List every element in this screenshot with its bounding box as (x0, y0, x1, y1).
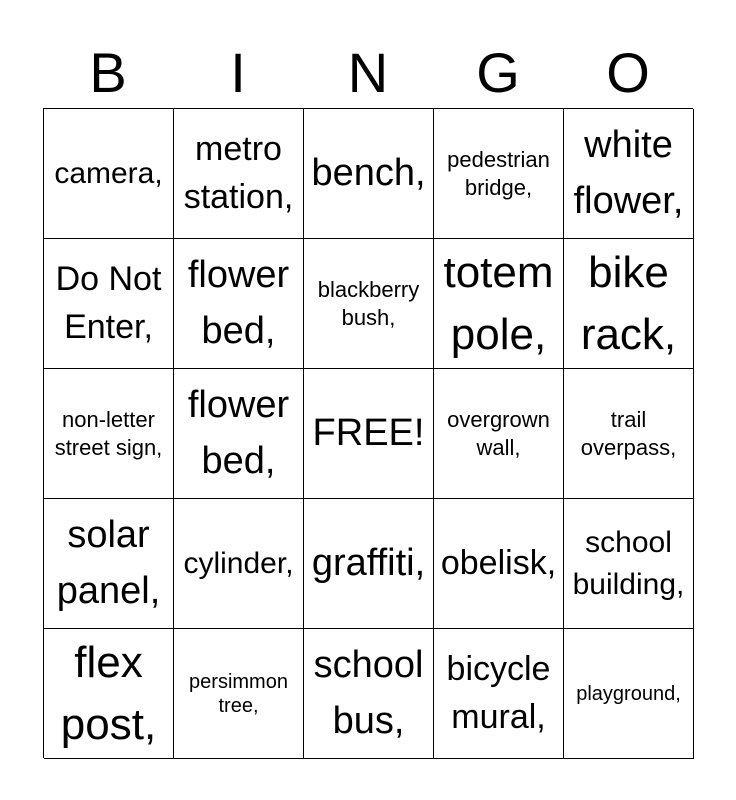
bingo-grid (43, 108, 693, 758)
bingo-cell[interactable] (304, 109, 434, 239)
bingo-cell-label: school building, (572, 525, 685, 601)
bingo-cell[interactable] (434, 239, 564, 369)
bingo-cell[interactable] (174, 109, 304, 239)
bingo-cell-label: obelisk, (440, 543, 557, 582)
bingo-cell-label: flex post, (60, 637, 157, 749)
bingo-cell-label: FREE! (312, 411, 425, 454)
bingo-cell-label: white flower, (573, 124, 684, 222)
bingo-cell[interactable] (44, 239, 174, 369)
bingo-cell[interactable] (44, 369, 174, 499)
bingo-cell-label: flower bed, (187, 384, 290, 482)
bingo-cell[interactable] (434, 369, 564, 499)
bingo-cell-label: school bus, (313, 644, 424, 742)
bingo-header (43, 38, 693, 108)
bingo-cell[interactable] (44, 629, 174, 759)
bingo-cell[interactable] (304, 499, 434, 629)
bingo-cell[interactable] (564, 629, 694, 759)
bingo-cell-label: camera, (54, 156, 163, 190)
bingo-cell-label: overgrown wall, (447, 407, 550, 460)
header-letter-b: B (89, 41, 127, 104)
bingo-cell[interactable] (174, 239, 304, 369)
bingo-cell[interactable] (174, 369, 304, 499)
bingo-cell-label: graffiti, (311, 541, 426, 584)
bingo-cell[interactable] (44, 499, 174, 629)
bingo-cell-label: cylinder, (183, 546, 294, 580)
bingo-cell[interactable] (564, 369, 694, 499)
bingo-cell-label: totem pole, (443, 247, 554, 359)
bingo-cell[interactable] (174, 629, 304, 759)
bingo-cell-label: bike rack, (580, 247, 677, 359)
bingo-cell-label: non-letter street sign, (54, 407, 163, 460)
header-letter-i: I (230, 41, 246, 104)
bingo-cell-label: persimmon tree, (189, 670, 288, 717)
bingo-cell[interactable] (44, 109, 174, 239)
bingo-cell[interactable] (564, 109, 694, 239)
header-letter-n: N (347, 41, 389, 104)
bingo-cell-label: bench, (311, 151, 426, 194)
bingo-cell[interactable] (304, 239, 434, 369)
bingo-cell[interactable] (434, 109, 564, 239)
free-space-cell[interactable] (304, 369, 434, 499)
bingo-cell[interactable] (304, 629, 434, 759)
bingo-cell-label: blackberry bush, (317, 277, 420, 330)
bingo-cell-label: metro station, (183, 129, 294, 216)
bingo-cell[interactable] (564, 239, 694, 369)
bingo-cell-label: bicycle mural, (446, 649, 551, 736)
bingo-cell-label: Do Not Enter, (55, 259, 162, 346)
bingo-cell[interactable] (434, 499, 564, 629)
bingo-cell-label: playground, (576, 682, 681, 705)
bingo-cell-label: trail overpass, (580, 407, 677, 460)
bingo-cell[interactable] (434, 629, 564, 759)
bingo-cell[interactable] (564, 499, 694, 629)
bingo-cell-label: pedestrian bridge, (447, 147, 550, 200)
header-letter-o: O (606, 41, 650, 104)
bingo-cell-label: flower bed, (187, 254, 290, 352)
header-letter-g: G (476, 41, 520, 104)
bingo-cell[interactable] (174, 499, 304, 629)
bingo-cell-label: solar panel, (56, 514, 161, 612)
